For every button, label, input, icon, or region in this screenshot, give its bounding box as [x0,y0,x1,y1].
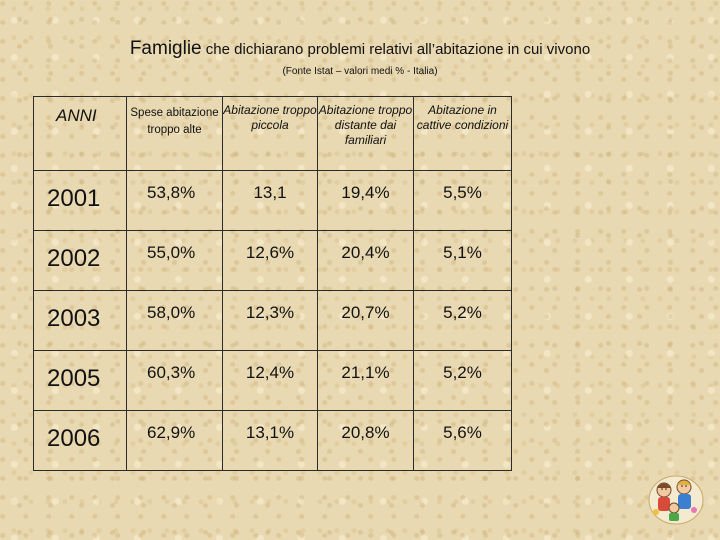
distante-cell: 19,4% [318,171,414,231]
table-row [34,351,512,411]
year-cell: 2002 [34,231,127,291]
year-cell: 2003 [34,291,127,351]
table-row [34,411,512,471]
condizioni-cell: 5,5% [414,171,512,231]
distante-cell: 20,4% [318,231,414,291]
table-row [34,231,512,291]
piccola-cell: 13,1% [223,411,318,471]
title-rest: che dichiarano problemi relativi all’abitazione in cui vivono [201,41,591,58]
spese-cell: 62,9% [127,411,223,471]
distante-cell: 20,7% [318,291,414,351]
condizioni-cell: 5,6% [414,411,512,471]
header-piccola: Abitazione troppo piccola [223,97,318,171]
title-main: Famiglie [129,38,202,59]
spese-cell: 55,0% [127,231,223,291]
header-spese: Spese abitazione troppo alte [127,97,223,171]
piccola-cell: 12,4% [223,351,318,411]
table-header-row [34,97,512,171]
piccola-cell: 12,6% [223,231,318,291]
spese-cell: 60,3% [127,351,223,411]
cartoon-family-icon [646,470,706,526]
year-cell: 2006 [34,411,127,471]
piccola-cell: 13,1 [223,171,318,231]
distante-cell: 20,8% [318,411,414,471]
table-row [34,171,512,231]
year-cell: 2005 [34,351,127,411]
header-condizioni: Abitazione in cattive condizioni [414,97,512,171]
slide-title [0,38,720,60]
condizioni-cell: 5,2% [414,351,512,411]
header-distante: Abitazione troppo distante dai familiari [318,97,414,171]
condizioni-cell: 5,1% [414,231,512,291]
header-anni: ANNI [34,97,127,171]
distante-cell: 21,1% [318,351,414,411]
year-cell: 2001 [34,171,127,231]
housing-problems-table [33,96,512,471]
source-note: (Fonte Istat – valori medi % - Italia) [282,66,438,77]
spese-cell: 58,0% [127,291,223,351]
piccola-cell: 12,3% [223,291,318,351]
condizioni-cell: 5,2% [414,291,512,351]
spese-cell: 53,8% [127,171,223,231]
table-row [34,291,512,351]
